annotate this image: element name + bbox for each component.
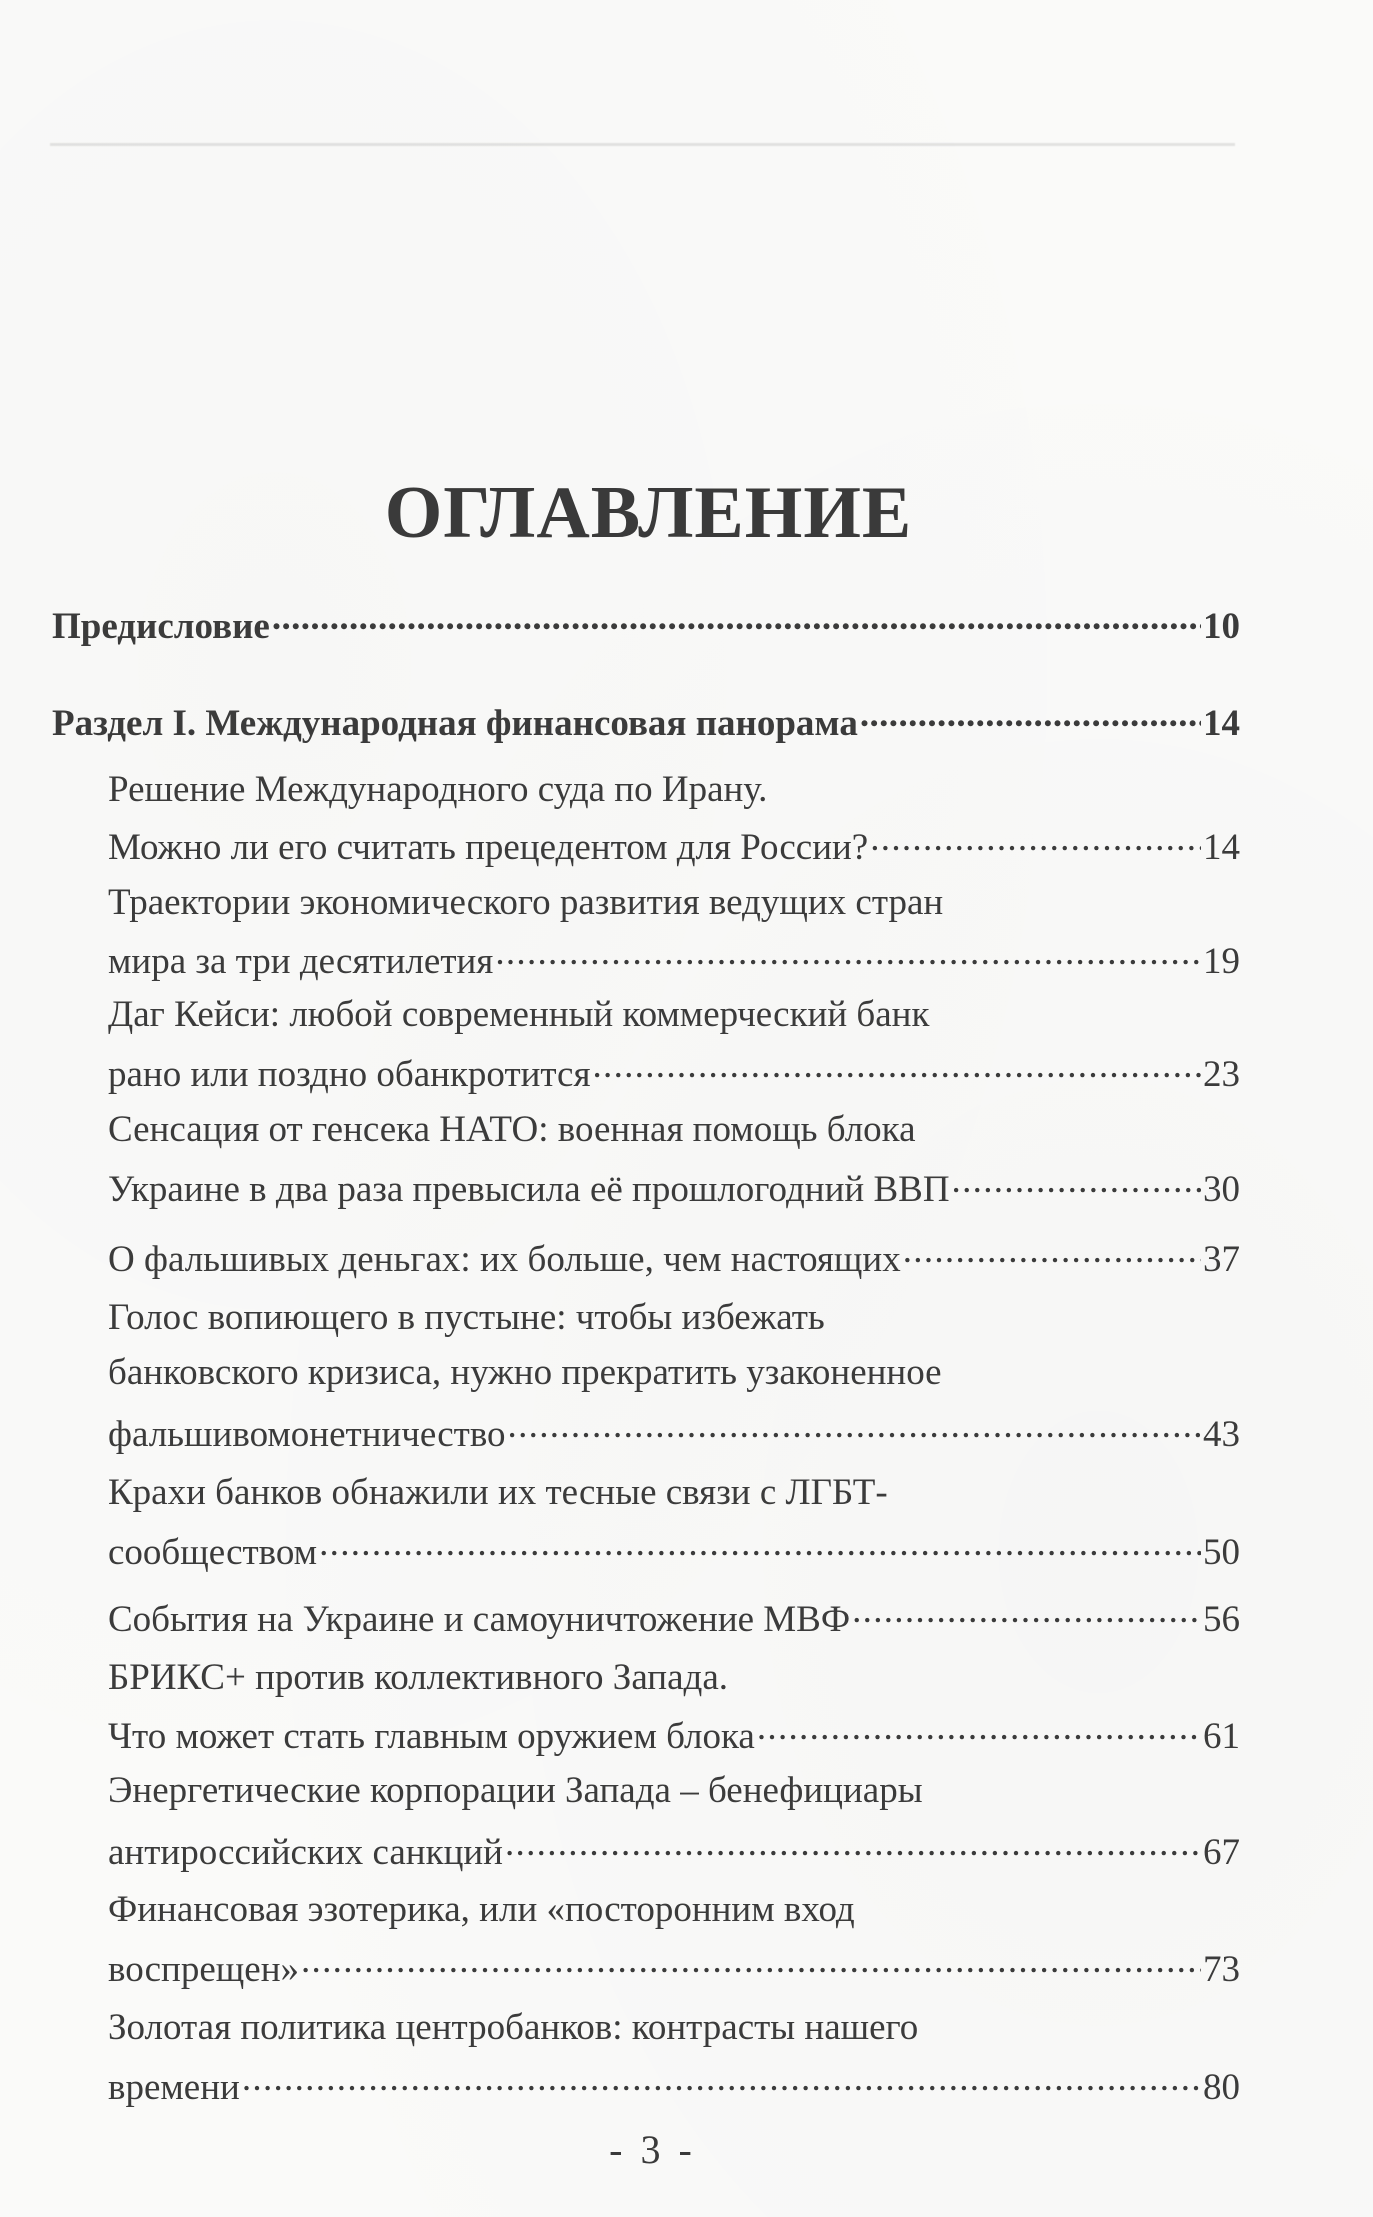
toc-line[interactable] bbox=[108, 1944, 1240, 1988]
toc-entry-title: Финансовая эзотерика, или «посторонним вход bbox=[108, 1889, 855, 1930]
toc-page-number: 73 bbox=[1203, 1949, 1240, 1990]
toc-page-number: 43 bbox=[1203, 1414, 1240, 1455]
toc-entry-title: Раздел I. Международная финансовая панорама bbox=[52, 703, 858, 744]
dot-leader bbox=[495, 936, 1201, 973]
toc-entry-title: Голос вопиющего в пустыне: чтобы избежать bbox=[108, 1297, 825, 1338]
toc-page-number: 61 bbox=[1203, 1716, 1240, 1757]
toc-entry-title: БРИКС+ против коллективного Запада. bbox=[108, 1657, 728, 1698]
toc-line[interactable] bbox=[52, 601, 1240, 645]
toc-entry-title: воспрещен» bbox=[108, 1949, 299, 1990]
toc-entry-title: рано или поздно обанкротится bbox=[108, 1054, 591, 1095]
page-title: ОГЛАВЛЕНИЕ bbox=[384, 471, 913, 554]
toc-entry-title: Золотая политика центробанков: контрасты нашего bbox=[108, 2007, 919, 2048]
toc-entry-title: Даг Кейси: любой современный коммерческий банк bbox=[108, 994, 930, 1035]
toc-line[interactable] bbox=[108, 822, 1240, 866]
toc-line[interactable] bbox=[108, 1299, 1240, 1336]
toc-page-number: 30 bbox=[1203, 1169, 1240, 1210]
toc-entry-title: фальшивомонетничество bbox=[108, 1414, 506, 1455]
toc-page-number: 10 bbox=[1203, 606, 1240, 647]
toc-line[interactable] bbox=[108, 1527, 1240, 1571]
toc-entry-title: Можно ли его считать прецедентом для России? bbox=[108, 827, 869, 868]
toc-entry-title: Решение Международного суда по Ирану. bbox=[108, 769, 768, 810]
toc-page-number: 50 bbox=[1203, 1532, 1240, 1573]
toc-line[interactable] bbox=[108, 1111, 1240, 1148]
dot-leader bbox=[903, 1234, 1201, 1271]
toc-page-number: 14 bbox=[1203, 703, 1240, 744]
toc-page-number: 19 bbox=[1203, 941, 1240, 982]
toc-page-number: 67 bbox=[1203, 1832, 1240, 1873]
toc-entry-title: Предисловие bbox=[52, 606, 270, 647]
toc-line[interactable] bbox=[108, 1049, 1240, 1093]
toc-entry-title: Сенсация от генсека НАТО: военная помощь блока bbox=[108, 1109, 916, 1150]
dot-leader bbox=[505, 1827, 1201, 1864]
toc-entry-title: Что может стать главным оружием блока bbox=[108, 1716, 755, 1757]
dot-leader bbox=[952, 1164, 1201, 1201]
toc-line[interactable] bbox=[108, 1891, 1240, 1928]
toc-line[interactable] bbox=[108, 1164, 1240, 1208]
toc-page-number: 37 bbox=[1203, 1239, 1240, 1280]
page-number: - 3 - bbox=[609, 2127, 696, 2172]
toc-entry-title: События на Украине и самоуничтожение МВФ bbox=[108, 1599, 851, 1640]
toc-line[interactable] bbox=[108, 996, 1240, 1033]
toc-line[interactable] bbox=[108, 1234, 1240, 1278]
dot-leader bbox=[592, 1049, 1201, 1086]
toc-line[interactable] bbox=[108, 1474, 1240, 1511]
dot-leader bbox=[242, 2062, 1201, 2099]
toc-entry-title: сообществом bbox=[108, 1532, 318, 1573]
toc-entry-title: Траектории экономического развития ведущих стран bbox=[108, 882, 944, 923]
toc-entry-title: О фальшивых деньгах: их больше, чем настоящих bbox=[108, 1239, 901, 1280]
toc-entry-title: мира за три десятилетия bbox=[108, 941, 494, 982]
toc-entry-title: банковского кризиса, нужно прекратить узаконенное bbox=[108, 1352, 942, 1393]
dot-leader bbox=[757, 1711, 1201, 1748]
toc-line[interactable] bbox=[108, 771, 1240, 808]
toc-line[interactable] bbox=[52, 698, 1240, 742]
toc-entry-title: Крахи банков обнажили их тесные связи с ЛГБТ- bbox=[108, 1472, 888, 1513]
dot-leader bbox=[870, 822, 1201, 859]
dot-leader bbox=[319, 1527, 1201, 1564]
toc-line[interactable] bbox=[108, 1354, 1240, 1391]
toc-line[interactable] bbox=[108, 1594, 1240, 1638]
toc-page-number: 80 bbox=[1203, 2067, 1240, 2108]
toc-entry-title: антироссийских санкций bbox=[108, 1832, 503, 1873]
dot-leader bbox=[272, 601, 1201, 638]
toc-entry-title: Украине в два раза превысила её прошлогодний ВВП bbox=[108, 1169, 950, 1210]
toc-line[interactable] bbox=[108, 1659, 1240, 1696]
toc-line[interactable] bbox=[108, 936, 1240, 980]
toc-page-number: 23 bbox=[1203, 1054, 1240, 1095]
toc-line[interactable] bbox=[108, 1711, 1240, 1755]
toc-line[interactable] bbox=[108, 2009, 1240, 2046]
toc-entry-title: времени bbox=[108, 2067, 240, 2108]
toc-line[interactable] bbox=[108, 2062, 1240, 2106]
dot-leader bbox=[860, 698, 1201, 735]
toc-line[interactable] bbox=[108, 884, 1240, 921]
toc-page-number: 14 bbox=[1203, 827, 1240, 868]
bleed-through-line bbox=[1235, 188, 1244, 226]
dot-leader bbox=[301, 1944, 1201, 1981]
dot-leader bbox=[508, 1409, 1201, 1446]
toc-line[interactable] bbox=[108, 1827, 1240, 1871]
toc-line[interactable] bbox=[108, 1409, 1240, 1453]
dot-leader bbox=[852, 1594, 1201, 1631]
toc-page-number: 56 bbox=[1203, 1599, 1240, 1640]
toc-line[interactable] bbox=[108, 1772, 1240, 1809]
bleed-through-header-rule bbox=[50, 143, 1235, 146]
toc-entry-title: Энергетические корпорации Запада – бенефициары bbox=[108, 1770, 923, 1811]
